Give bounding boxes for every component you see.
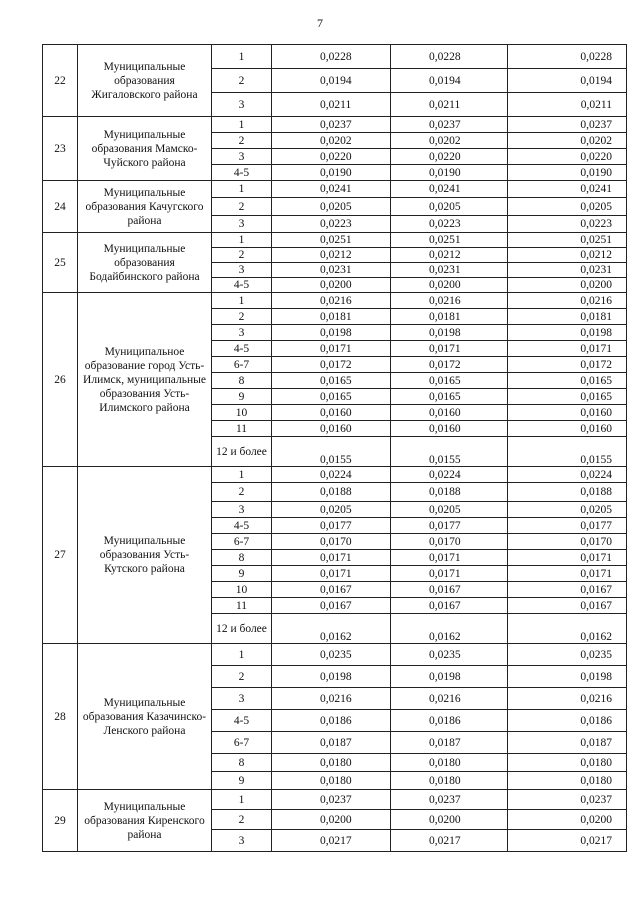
value-col-2: 0,0188 bbox=[391, 483, 508, 502]
value-col-2: 0,0181 bbox=[391, 309, 508, 325]
municipality-name: Муниципальные образования Усть-Кутского района bbox=[78, 467, 212, 644]
value-col-3: 0,0211 bbox=[508, 93, 627, 117]
value-col-2: 0,0171 bbox=[391, 550, 508, 566]
value-col-1: 0,0167 bbox=[272, 582, 391, 598]
group-number: 22 bbox=[43, 45, 78, 117]
value-col-3: 0,0171 bbox=[508, 566, 627, 582]
value-col-2: 0,0180 bbox=[391, 772, 508, 790]
group-number: 27 bbox=[43, 467, 78, 644]
value-col-1: 0,0160 bbox=[272, 421, 391, 437]
table-row bbox=[43, 293, 627, 309]
value-col-3: 0,0186 bbox=[508, 710, 627, 732]
page-number: 7 bbox=[317, 16, 323, 30]
municipality-name: Муниципальные образования Мамско-Чуйского района bbox=[78, 117, 212, 181]
table-row bbox=[43, 467, 627, 483]
value-col-2: 0,0231 bbox=[391, 263, 508, 278]
value-col-2: 0,0165 bbox=[391, 373, 508, 389]
value-col-1: 0,0211 bbox=[272, 93, 391, 117]
value-col-3: 0,0237 bbox=[508, 790, 627, 810]
value-col-1: 0,0251 bbox=[272, 233, 391, 248]
value-col-3: 0,0181 bbox=[508, 309, 627, 325]
value-col-1: 0,0205 bbox=[272, 502, 391, 518]
value-col-1: 0,0235 bbox=[272, 644, 391, 666]
value-col-3: 0,0212 bbox=[508, 248, 627, 263]
value-col-1: 0,0181 bbox=[272, 309, 391, 325]
value-col-3: 0,0202 bbox=[508, 133, 627, 149]
value-col-3: 0,0160 bbox=[508, 405, 627, 421]
floor-count: 2 bbox=[212, 198, 272, 216]
value-col-2: 0,0205 bbox=[391, 198, 508, 216]
floor-count: 11 bbox=[212, 421, 272, 437]
value-col-1: 0,0186 bbox=[272, 710, 391, 732]
floor-count: 1 bbox=[212, 790, 272, 810]
value-col-3: 0,0177 bbox=[508, 518, 627, 534]
value-col-3: 0,0217 bbox=[508, 830, 627, 852]
value-col-2: 0,0211 bbox=[391, 93, 508, 117]
value-col-2: 0,0237 bbox=[391, 117, 508, 133]
municipality-name: Муниципальные образования Жигаловского района bbox=[78, 45, 212, 117]
value-col-1: 0,0237 bbox=[272, 117, 391, 133]
value-col-1: 0,0190 bbox=[272, 165, 391, 181]
value-col-2: 0,0237 bbox=[391, 790, 508, 810]
floor-count: 9 bbox=[212, 772, 272, 790]
value-col-1: 0,0171 bbox=[272, 566, 391, 582]
table-row bbox=[43, 644, 627, 666]
value-col-2: 0,0165 bbox=[391, 389, 508, 405]
municipality-name: Муниципальное образование город Усть-Илимск, муниципальные образования Усть-Илимского района bbox=[78, 293, 212, 467]
value-col-1: 0,0220 bbox=[272, 149, 391, 165]
value-col-1: 0,0172 bbox=[272, 357, 391, 373]
floor-count: 3 bbox=[212, 325, 272, 341]
value-col-1: 0,0162 bbox=[272, 614, 391, 644]
value-col-1: 0,0165 bbox=[272, 389, 391, 405]
value-col-3: 0,0216 bbox=[508, 293, 627, 309]
value-col-3: 0,0190 bbox=[508, 165, 627, 181]
value-col-2: 0,0200 bbox=[391, 278, 508, 293]
floor-count: 4-5 bbox=[212, 165, 272, 181]
value-col-1: 0,0198 bbox=[272, 325, 391, 341]
value-col-3: 0,0194 bbox=[508, 69, 627, 93]
value-col-3: 0,0223 bbox=[508, 216, 627, 233]
value-col-2: 0,0170 bbox=[391, 534, 508, 550]
value-col-2: 0,0217 bbox=[391, 830, 508, 852]
floor-count: 2 bbox=[212, 483, 272, 502]
floor-count: 2 bbox=[212, 309, 272, 325]
value-col-2: 0,0205 bbox=[391, 502, 508, 518]
value-col-1: 0,0171 bbox=[272, 550, 391, 566]
value-col-3: 0,0171 bbox=[508, 550, 627, 566]
floor-count: 2 bbox=[212, 810, 272, 830]
value-col-2: 0,0180 bbox=[391, 754, 508, 772]
value-col-2: 0,0162 bbox=[391, 614, 508, 644]
coefficient-table bbox=[42, 44, 627, 852]
value-col-1: 0,0200 bbox=[272, 810, 391, 830]
value-col-3: 0,0171 bbox=[508, 341, 627, 357]
value-col-2: 0,0186 bbox=[391, 710, 508, 732]
municipality-name: Муниципальные образования Киренского района bbox=[78, 790, 212, 852]
municipality-name: Муниципальные образования Качугского района bbox=[78, 181, 212, 233]
floor-count: 6-7 bbox=[212, 357, 272, 373]
value-col-2: 0,0216 bbox=[391, 293, 508, 309]
municipality-name: Муниципальные образования Бодайбинского района bbox=[78, 233, 212, 293]
value-col-2: 0,0167 bbox=[391, 582, 508, 598]
group-number: 23 bbox=[43, 117, 78, 181]
floor-count: 10 bbox=[212, 405, 272, 421]
value-col-3: 0,0167 bbox=[508, 598, 627, 614]
table-body bbox=[43, 45, 627, 852]
value-col-1: 0,0155 bbox=[272, 437, 391, 467]
value-col-1: 0,0160 bbox=[272, 405, 391, 421]
floor-count: 8 bbox=[212, 373, 272, 389]
floor-count: 1 bbox=[212, 45, 272, 69]
value-col-2: 0,0200 bbox=[391, 810, 508, 830]
table-row bbox=[43, 233, 627, 248]
value-col-1: 0,0165 bbox=[272, 373, 391, 389]
floor-count: 11 bbox=[212, 598, 272, 614]
floor-count: 2 bbox=[212, 133, 272, 149]
value-col-1: 0,0188 bbox=[272, 483, 391, 502]
floor-count: 12 и более bbox=[212, 614, 272, 644]
value-col-2: 0,0177 bbox=[391, 518, 508, 534]
value-col-3: 0,0165 bbox=[508, 373, 627, 389]
value-col-1: 0,0180 bbox=[272, 772, 391, 790]
value-col-3: 0,0235 bbox=[508, 644, 627, 666]
value-col-2: 0,0216 bbox=[391, 688, 508, 710]
value-col-1: 0,0171 bbox=[272, 341, 391, 357]
floor-count: 9 bbox=[212, 566, 272, 582]
value-col-2: 0,0223 bbox=[391, 216, 508, 233]
value-col-3: 0,0187 bbox=[508, 732, 627, 754]
floor-count: 1 bbox=[212, 181, 272, 198]
value-col-1: 0,0198 bbox=[272, 666, 391, 688]
value-col-3: 0,0241 bbox=[508, 181, 627, 198]
floor-count: 3 bbox=[212, 149, 272, 165]
group-number: 25 bbox=[43, 233, 78, 293]
value-col-1: 0,0212 bbox=[272, 248, 391, 263]
value-col-1: 0,0187 bbox=[272, 732, 391, 754]
value-col-3: 0,0228 bbox=[508, 45, 627, 69]
value-col-3: 0,0200 bbox=[508, 278, 627, 293]
value-col-3: 0,0200 bbox=[508, 810, 627, 830]
floor-count: 9 bbox=[212, 389, 272, 405]
value-col-3: 0,0167 bbox=[508, 582, 627, 598]
group-number: 24 bbox=[43, 181, 78, 233]
floor-count: 10 bbox=[212, 582, 272, 598]
value-col-1: 0,0177 bbox=[272, 518, 391, 534]
table-row bbox=[43, 181, 627, 198]
value-col-1: 0,0224 bbox=[272, 467, 391, 483]
floor-count: 1 bbox=[212, 233, 272, 248]
floor-count: 3 bbox=[212, 93, 272, 117]
value-col-1: 0,0170 bbox=[272, 534, 391, 550]
value-col-3: 0,0231 bbox=[508, 263, 627, 278]
value-col-2: 0,0241 bbox=[391, 181, 508, 198]
table-row bbox=[43, 790, 627, 810]
value-col-3: 0,0180 bbox=[508, 772, 627, 790]
value-col-1: 0,0200 bbox=[272, 278, 391, 293]
value-col-3: 0,0162 bbox=[508, 614, 627, 644]
value-col-2: 0,0228 bbox=[391, 45, 508, 69]
floor-count: 12 и более bbox=[212, 437, 272, 467]
value-col-3: 0,0198 bbox=[508, 666, 627, 688]
value-col-2: 0,0194 bbox=[391, 69, 508, 93]
value-col-3: 0,0205 bbox=[508, 198, 627, 216]
floor-count: 3 bbox=[212, 263, 272, 278]
floor-count: 1 bbox=[212, 644, 272, 666]
floor-count: 4-5 bbox=[212, 278, 272, 293]
floor-count: 1 bbox=[212, 117, 272, 133]
value-col-2: 0,0160 bbox=[391, 421, 508, 437]
value-col-1: 0,0180 bbox=[272, 754, 391, 772]
value-col-2: 0,0167 bbox=[391, 598, 508, 614]
floor-count: 2 bbox=[212, 666, 272, 688]
value-col-2: 0,0235 bbox=[391, 644, 508, 666]
floor-count: 3 bbox=[212, 830, 272, 852]
value-col-3: 0,0198 bbox=[508, 325, 627, 341]
value-col-3: 0,0220 bbox=[508, 149, 627, 165]
value-col-1: 0,0217 bbox=[272, 830, 391, 852]
floor-count: 8 bbox=[212, 550, 272, 566]
floor-count: 3 bbox=[212, 216, 272, 233]
floor-count: 1 bbox=[212, 467, 272, 483]
value-col-2: 0,0212 bbox=[391, 248, 508, 263]
value-col-1: 0,0231 bbox=[272, 263, 391, 278]
value-col-1: 0,0237 bbox=[272, 790, 391, 810]
floor-count: 8 bbox=[212, 754, 272, 772]
floor-count: 3 bbox=[212, 688, 272, 710]
value-col-3: 0,0251 bbox=[508, 233, 627, 248]
value-col-2: 0,0187 bbox=[391, 732, 508, 754]
value-col-1: 0,0205 bbox=[272, 198, 391, 216]
value-col-2: 0,0190 bbox=[391, 165, 508, 181]
floor-count: 6-7 bbox=[212, 732, 272, 754]
value-col-2: 0,0198 bbox=[391, 666, 508, 688]
group-number: 26 bbox=[43, 293, 78, 467]
value-col-3: 0,0170 bbox=[508, 534, 627, 550]
value-col-2: 0,0198 bbox=[391, 325, 508, 341]
value-col-1: 0,0216 bbox=[272, 293, 391, 309]
value-col-1: 0,0228 bbox=[272, 45, 391, 69]
value-col-1: 0,0194 bbox=[272, 69, 391, 93]
value-col-3: 0,0205 bbox=[508, 502, 627, 518]
value-col-3: 0,0180 bbox=[508, 754, 627, 772]
value-col-2: 0,0171 bbox=[391, 566, 508, 582]
value-col-1: 0,0202 bbox=[272, 133, 391, 149]
value-col-1: 0,0167 bbox=[272, 598, 391, 614]
table-row bbox=[43, 45, 627, 69]
value-col-1: 0,0223 bbox=[272, 216, 391, 233]
floor-count: 2 bbox=[212, 248, 272, 263]
value-col-3: 0,0172 bbox=[508, 357, 627, 373]
value-col-1: 0,0241 bbox=[272, 181, 391, 198]
value-col-3: 0,0188 bbox=[508, 483, 627, 502]
value-col-2: 0,0251 bbox=[391, 233, 508, 248]
value-col-3: 0,0160 bbox=[508, 421, 627, 437]
value-col-3: 0,0155 bbox=[508, 437, 627, 467]
floor-count: 1 bbox=[212, 293, 272, 309]
value-col-2: 0,0172 bbox=[391, 357, 508, 373]
value-col-2: 0,0171 bbox=[391, 341, 508, 357]
value-col-3: 0,0224 bbox=[508, 467, 627, 483]
group-number: 29 bbox=[43, 790, 78, 852]
floor-count: 4-5 bbox=[212, 710, 272, 732]
value-col-2: 0,0220 bbox=[391, 149, 508, 165]
value-col-2: 0,0224 bbox=[391, 467, 508, 483]
table-row bbox=[43, 117, 627, 133]
floor-count: 4-5 bbox=[212, 518, 272, 534]
floor-count: 3 bbox=[212, 502, 272, 518]
floor-count: 4-5 bbox=[212, 341, 272, 357]
value-col-3: 0,0216 bbox=[508, 688, 627, 710]
value-col-2: 0,0160 bbox=[391, 405, 508, 421]
value-col-2: 0,0202 bbox=[391, 133, 508, 149]
value-col-2: 0,0155 bbox=[391, 437, 508, 467]
value-col-1: 0,0216 bbox=[272, 688, 391, 710]
value-col-3: 0,0165 bbox=[508, 389, 627, 405]
value-col-3: 0,0237 bbox=[508, 117, 627, 133]
municipality-name: Муниципальные образования Казачинско-Ленского района bbox=[78, 644, 212, 790]
group-number: 28 bbox=[43, 644, 78, 790]
floor-count: 2 bbox=[212, 69, 272, 93]
floor-count: 6-7 bbox=[212, 534, 272, 550]
